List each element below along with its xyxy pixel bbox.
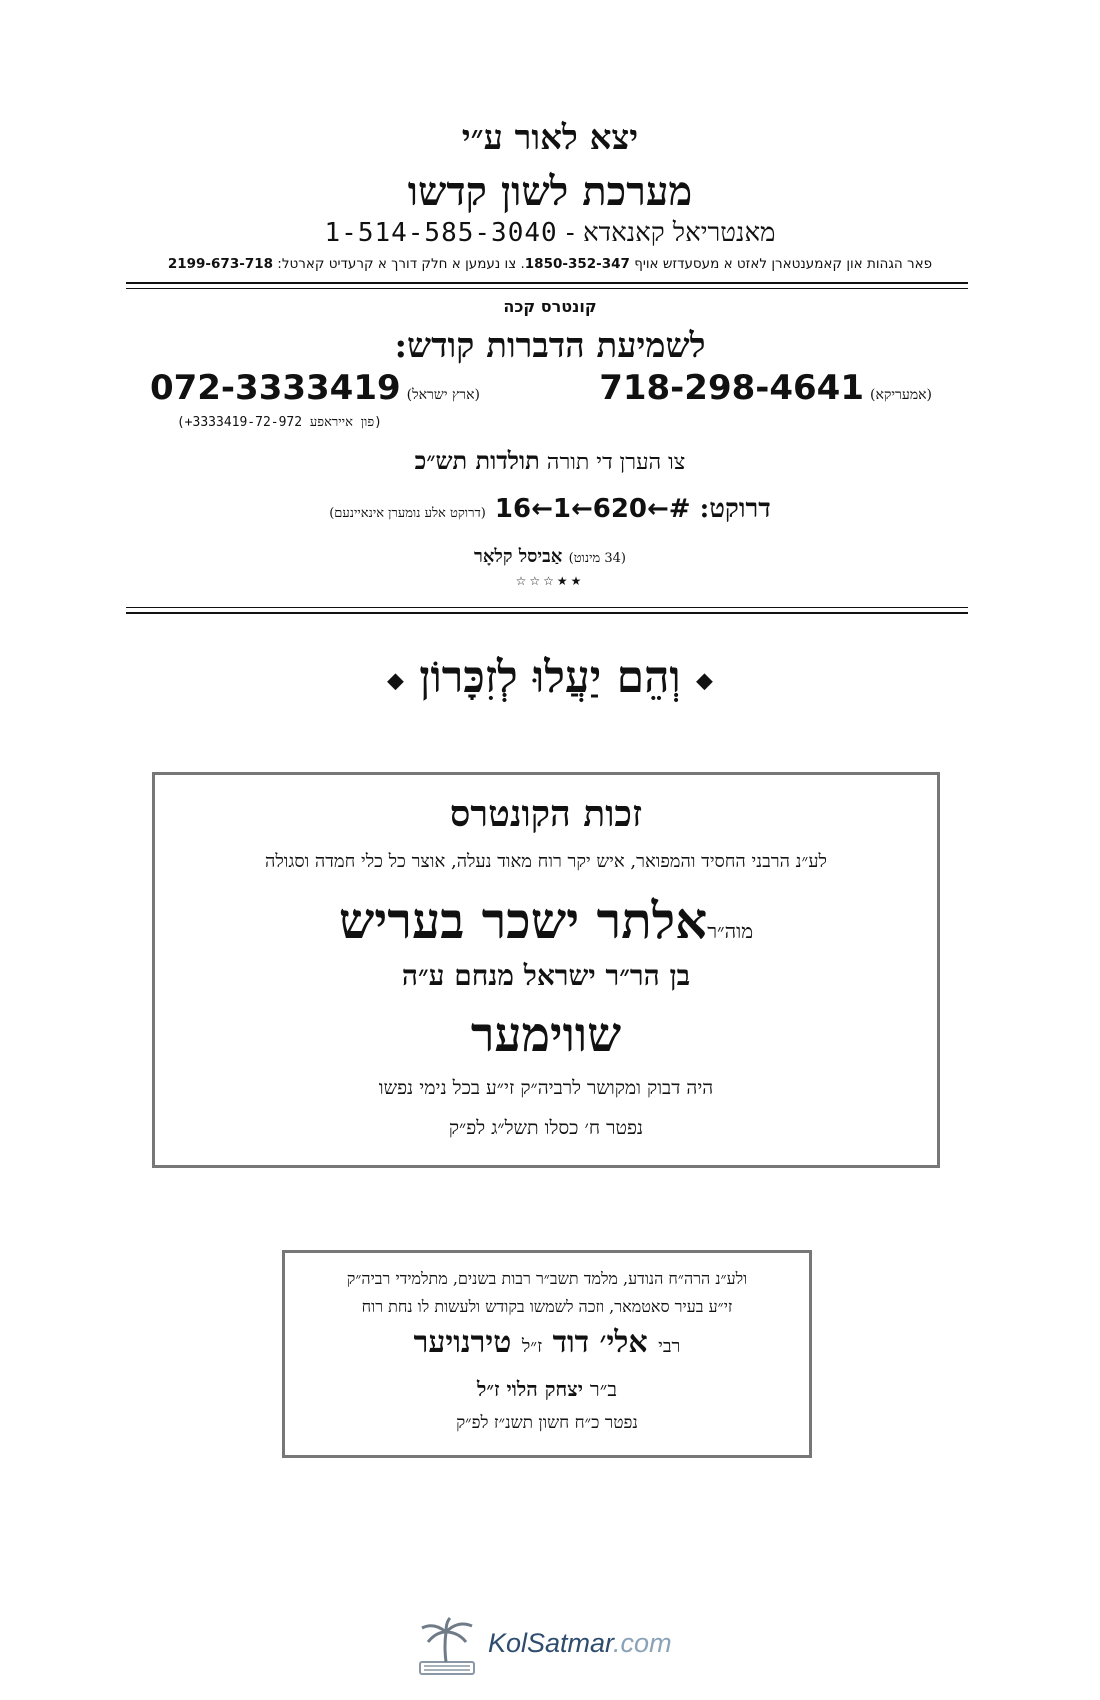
- dedication2-father-line: [285, 1377, 809, 1402]
- brand-main: KolSatmar: [488, 1628, 614, 1658]
- memorial-title: וְהֵם יַעֲלוּ לְזִכָּרוֹן: [419, 652, 681, 703]
- publisher-notes: [0, 256, 1100, 272]
- kolsatmar-brand[interactable]: [488, 1628, 672, 1659]
- notes-text-2: . צו נעמען א חלק דורך א קרעדיט קארטל:: [273, 256, 525, 272]
- publisher-phone[interactable]: 1-514-585-3040: [324, 218, 558, 248]
- dedication-intro: לע״נ הרבני החסיד והמפואר, איש יקר רוח מאוד נעלה, אוצר כל כלי חמדה וסגולה: [265, 851, 827, 872]
- listen-prefix: צו הערן די תורה: [539, 450, 686, 475]
- dedication-date: נפטר ח׳ כסלו תשל״ג לפ״ק: [448, 1117, 644, 1139]
- publisher-location: מאנטריאל קאנאדא -: [557, 218, 776, 248]
- divider-top: [126, 282, 968, 284]
- dedication2-date: נפטר כ״ח חשון תשנ״ז לפ״ק: [456, 1413, 638, 1433]
- phone-america-number[interactable]: 718-298-4641: [599, 368, 864, 408]
- phone-israel-number[interactable]: 072-3333419: [149, 368, 401, 408]
- dedication-name: אלתר ישכר בעריש: [338, 891, 708, 950]
- dedication-box-main: [152, 772, 940, 1168]
- dedication2-honorific: ז״ל: [521, 1336, 543, 1357]
- dedication2-father: יצחק הלוי ז״ל: [477, 1377, 583, 1401]
- phone-america-label: (אמעריקא): [870, 387, 932, 403]
- brand-suffix: .com: [613, 1628, 672, 1658]
- recording-minutes: (34 מינוט): [568, 551, 626, 566]
- dedication2-prefix: רבי: [658, 1336, 681, 1357]
- notes-phone[interactable]: 1850-352-347: [524, 256, 630, 272]
- divider-bottom: [126, 612, 968, 614]
- publisher-name: מערכת לשון קדשו: [407, 168, 693, 215]
- publisher-intro: יצא לאור ע״י: [461, 118, 639, 158]
- recording-info: [0, 546, 1100, 567]
- notes-card-phone[interactable]: 2199-673-718: [167, 256, 273, 272]
- parsha-name: תולדות תש״כ: [414, 446, 540, 475]
- bullet-icon: ◆: [696, 667, 713, 694]
- dedication-description: היה דבוק ומקושר לרביה״ק זי״ע בכל נימי נפשו: [378, 1077, 714, 1099]
- phone-israel-label: (ארץ ישראל): [406, 387, 480, 403]
- dedication2-father-prefix: ב״ר: [589, 1377, 617, 1401]
- recording-speaker: אַביסל קלאָר: [474, 546, 563, 567]
- dedication-surname: שווימער: [470, 1007, 622, 1063]
- publisher-contact: [0, 218, 1100, 248]
- dedication2-name-line: [285, 1325, 809, 1360]
- notes-text-1: פאר הגהות און קאמענטארן לאזט א מעסעדזש אויף: [629, 256, 933, 272]
- kolsatmar-logo[interactable]: [416, 1616, 706, 1676]
- dedication-prefix: מוה״ר: [707, 919, 754, 943]
- listen-instruction: [0, 446, 1100, 476]
- memorial-heading: [0, 652, 1100, 703]
- dedication-father: בן הר״ר ישראל מנחם ע״ה: [401, 959, 691, 992]
- bullet-icon: ◆: [387, 667, 404, 694]
- dedication2-name2: טירנויער: [413, 1325, 512, 1360]
- dedication-name-line: [155, 891, 937, 950]
- divider-bottom-thin: [126, 607, 968, 608]
- dedication2-line1: ולע״נ הרה״ח הנודע, מלמד תשב״ר רבות בשנים, מתלמידי רביה״ק: [346, 1269, 748, 1288]
- dedication-title: זכות הקונטרס: [449, 793, 643, 835]
- rating-stars: ★★☆☆☆: [515, 574, 585, 588]
- press-code: 16←1←620←#: [494, 494, 691, 524]
- phone-europe-note: (פון אייראפע 3333419-72-972+): [176, 415, 382, 430]
- dedication2-line2: זי״ע בעיר סאטמאר, וזכה לשמשו בקודש ולעשות לו נחת רוח: [361, 1297, 733, 1316]
- press-instruction: [0, 494, 1100, 524]
- dedication-box-secondary: [282, 1250, 812, 1458]
- press-label: דרוקט:: [690, 494, 771, 524]
- palm-tree-icon: [416, 1616, 478, 1676]
- divider-top-thin: [126, 288, 968, 289]
- phone-israel[interactable]: [150, 368, 480, 408]
- dedication2-name1: אלי׳ דוד: [552, 1325, 648, 1360]
- hotline-title: לשמיעת הדברות קודש:: [394, 326, 706, 366]
- press-note: (דרוקט אלע נומערן אינאיינעם): [329, 506, 486, 521]
- phone-america[interactable]: [599, 368, 932, 408]
- kuntres-number: קונטרס קכה: [503, 297, 597, 316]
